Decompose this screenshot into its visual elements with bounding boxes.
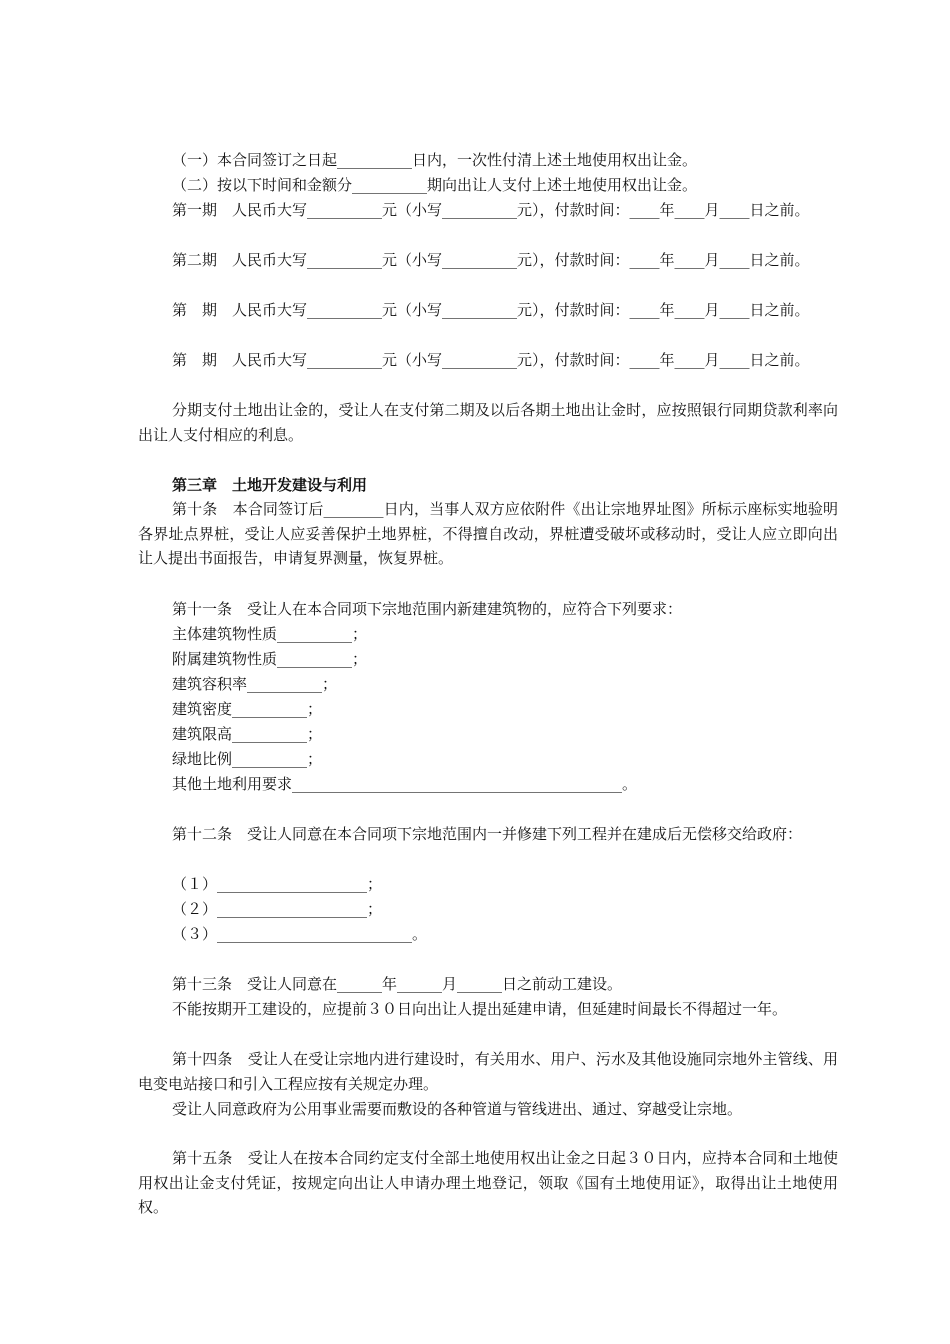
article-14-consent: 受让人同意政府为公用事业需要而敷设的各种管道与管线进出、通过、穿越受让宗地。 [172, 1100, 743, 1118]
article-10: 第十条 本合同签订后________日内，当事人双方应依附件《出让宗地界址图》所标示座标实地验明各界址点界桩，受让人应妥善保护土地界桩，不得擅自改动，界桩遭受破坏或移动时，受让人应立即向出让人提出书面报告，申请复界测量，恢复界桩。 [138, 500, 838, 567]
article-12-item-1: （１）____________________； [172, 875, 383, 893]
article-11-other: 其他土地利用要求____________________________________________。 [172, 775, 638, 793]
article-12-item-3: （３）__________________________。 [172, 925, 428, 943]
payment-period-4: 第 期 人民币大写__________元（小写__________元），付款时间：____年____月____日之前。 [172, 351, 810, 369]
article-11-intro: 第十一条 受让人在本合同项下宗地范围内新建建筑物的，应符合下列要求： [172, 600, 683, 618]
article-13-delay: 不能按期开工建设的，应提前３０日向出让人提出延建申请，但延建时间最长不得超过一年。 [172, 1000, 788, 1018]
payment-interest-note: 分期支付土地出让金的，受让人在支付第二期及以后各期土地出让金时，应按照银行同期贷款利率向出让人支付相应的利息。 [138, 401, 838, 444]
article-11-far: 建筑容积率__________； [172, 675, 338, 693]
article-11-green: 绿地比例__________； [172, 750, 323, 768]
article-12-item-2: （２）____________________； [172, 900, 383, 918]
article-12-intro: 第十二条 受让人同意在本合同项下宗地范围内一并修建下列工程并在建成后无偿移交给政府： [172, 825, 803, 843]
article-13-main: 第十三条 受让人同意在______年______月______日之前动工建设。 [172, 975, 623, 993]
payment-lump-sum: （一）本合同签订之日起__________日内，一次性付清上述土地使用权出让金。 [172, 151, 698, 169]
chapter-3-heading: 第三章 土地开发建设与利用 [172, 476, 368, 494]
article-14-main: 第十四条 受让人在受让宗地内进行建设时，有关用水、用户、污水及其他设施同宗地外主管线、用电变电站接口和引入工程应按有关规定办理。 [138, 1050, 838, 1093]
article-11-main-nature: 主体建筑物性质__________； [172, 625, 368, 643]
payment-period-3: 第 期 人民币大写__________元（小写__________元），付款时间：____年____月____日之前。 [172, 301, 810, 319]
payment-period-2: 第二期 人民币大写__________元（小写__________元），付款时间：____年____月____日之前。 [172, 251, 810, 269]
payment-period-1: 第一期 人民币大写__________元（小写__________元），付款时间：____年____月____日之前。 [172, 201, 810, 219]
payment-installment-intro: （二）按以下时间和金额分__________期向出让人支付上述土地使用权出让金。 [172, 176, 698, 194]
article-15: 第十五条 受让人在按本合同约定支付全部土地使用权出让金之日起３０日内，应持本合同和土地使用权出让金支付凭证，按规定向出让人申请办理土地登记，领取《国有土地使用证》，取得出让土地使用权。 [138, 1149, 838, 1216]
article-11-aux-nature: 附属建筑物性质__________； [172, 650, 368, 668]
article-11-height: 建筑限高__________； [172, 725, 323, 743]
article-11-density: 建筑密度__________； [172, 700, 323, 718]
